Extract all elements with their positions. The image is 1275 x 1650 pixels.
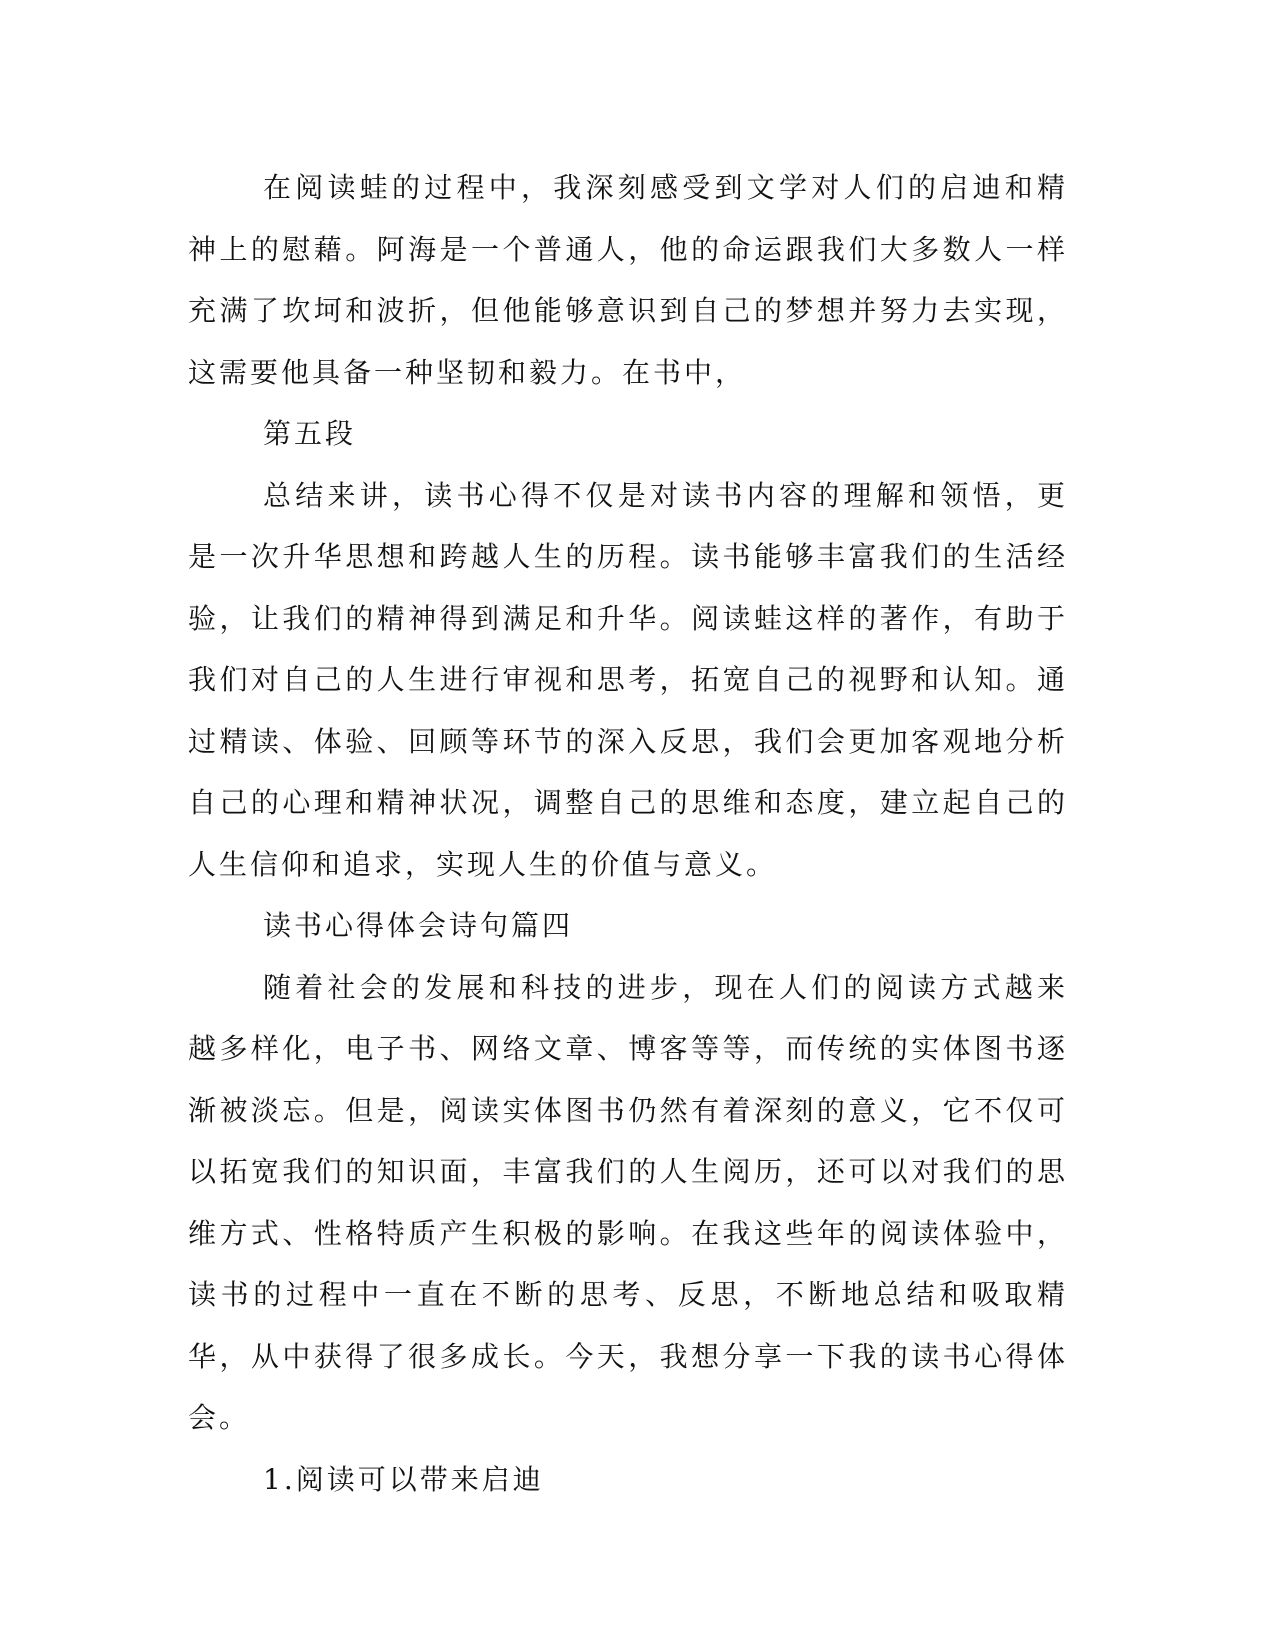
- document-body: [188, 157, 1068, 1510]
- paragraph-reading-frog: 在阅读蛙的过程中，我深刻感受到文学对人们的启迪和精神上的慰藉。阿海是一个普通人，他的命运跟我们大多数人一样充满了坎坷和波折，但他能够意识到自己的梦想并努力去实现，这需要他具备一种坚韧和毅力。在书中，: [188, 171, 1068, 389]
- section-heading-part-four: 读书心得体会诗句篇四: [263, 909, 574, 942]
- paragraph-introduction: 随着社会的发展和科技的进步，现在人们的阅读方式越来越多样化，电子书、网络文章、博客等等，而传统的实体图书逐渐被淡忘。但是，阅读实体图书仍然有着深刻的意义，它不仅可以拓宽我们的知识面，丰富我们的人生阅历，还可以对我们的思维方式、性格特质产生积极的影响。在我这些年的阅读体验中，读书的过程中一直在不断的思考、反思，不断地总结和吸取精华，从中获得了很多成长。今天，我想分享一下我的读书心得体会。: [188, 970, 1068, 1434]
- paragraph-summary: 总结来讲，读书心得不仅是对读书内容的理解和领悟，更是一次升华思想和跨越人生的历程。读书能够丰富我们的生活经验，让我们的精神得到满足和升华。阅读蛙这样的著作，有助于我们对自己的人生进行审视和思考，拓宽自己的视野和认知。通过精读、体验、回顾等环节的深入反思，我们会更加客观地分析自己的心理和精神状况，调整自己的思维和态度，建立起自己的人生信仰和追求，实现人生的价值与意义。: [188, 478, 1068, 881]
- subheading-point-one: 1.阅读可以带来启迪: [263, 1462, 544, 1496]
- section-heading-fifth: 第五段: [263, 417, 357, 450]
